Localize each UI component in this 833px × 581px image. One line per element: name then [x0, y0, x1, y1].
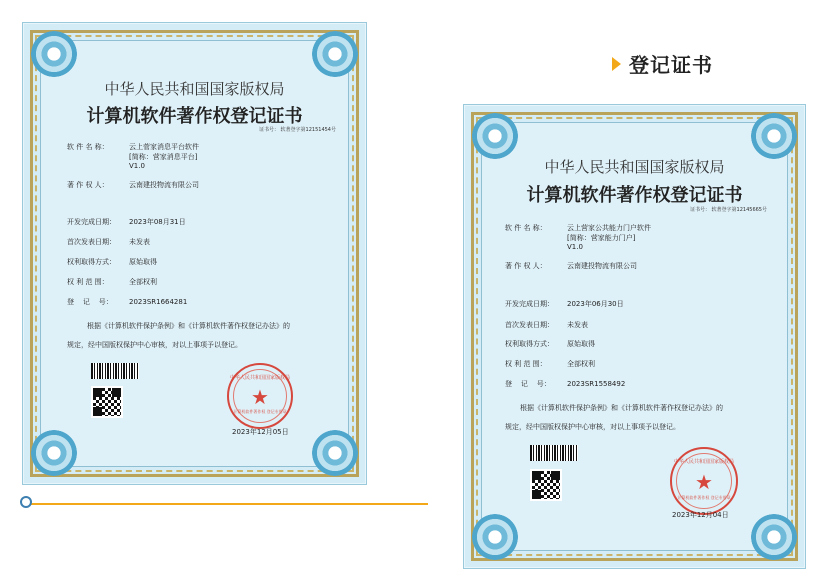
certificate-number: 证书号： 软著登字第12151454号: [258, 127, 336, 133]
field-row: [505, 339, 595, 349]
field-value: 原始取得: [129, 258, 157, 266]
field-value: 云南建投物流有限公司: [567, 262, 637, 270]
field-row: [567, 233, 635, 243]
seal-text: 中华人民共和国国家版权局: [229, 375, 290, 381]
certificate-title: 计算机软件著作权登记证书: [86, 106, 303, 127]
field-row: [67, 257, 157, 267]
field-row: [505, 299, 624, 309]
field-value: [简称：营家消息平台]: [129, 153, 198, 161]
field-value: V1.0: [567, 243, 583, 251]
field-value: V1.0: [129, 162, 145, 170]
field-row: [505, 359, 595, 369]
ornament-icon: [472, 514, 518, 560]
issue-date: 2023年12月05日: [232, 428, 289, 436]
certificate-statement: 规定，经中国版权保护中心审核，对以上事项予以登记。: [67, 341, 242, 349]
barcode-icon: [530, 445, 578, 461]
field-value: 2023年08月31日: [129, 218, 186, 226]
field-value: [简称：营家能力门户]: [567, 234, 636, 242]
barcode-icon: [91, 363, 139, 379]
field-label: 登 记 号：: [67, 298, 113, 306]
official-seal: [670, 447, 738, 515]
seal-subtext: 计算机软件著作权 登记专用章: [677, 495, 731, 500]
field-row: [505, 379, 625, 389]
certificate-2: [463, 104, 806, 569]
triangle-arrow-icon: [612, 57, 621, 71]
official-seal: [227, 363, 293, 429]
certificate-number: 证书号： 软著登字第12145665号: [689, 207, 767, 213]
timeline-dot-icon: [20, 496, 32, 508]
field-value: 2023年06月30日: [567, 300, 624, 308]
certificate-statement: 根据《计算机软件保护条例》和《计算机软件著作权登记办法》的: [87, 322, 290, 330]
certificate-title: 计算机软件著作权登记证书: [526, 185, 743, 206]
field-row: [67, 180, 199, 190]
ornament-icon: [31, 31, 77, 77]
field-row: [567, 243, 583, 251]
field-label: 登 记 号：: [505, 380, 551, 388]
field-value: 云南建投物流有限公司: [129, 181, 199, 189]
ornament-icon: [472, 113, 518, 159]
field-label: 著 作 权 人：: [67, 181, 109, 189]
field-value: 2023SR1558492: [567, 380, 626, 388]
ornament-icon: [312, 430, 358, 476]
field-value: 云上营家公共能力门户软件: [567, 224, 651, 232]
certificate-statement: 规定，经中国版权保护中心审核，对以上事项予以登记。: [505, 423, 680, 431]
field-row: [67, 237, 150, 247]
field-label: 开发完成日期：: [67, 218, 116, 226]
ornament-icon: [751, 113, 797, 159]
certificate-1: [22, 22, 367, 485]
issue-date: 2023年12月04日: [672, 511, 729, 519]
seal-text: 中华人民共和国国家版权局: [673, 459, 734, 465]
field-row: [505, 261, 637, 271]
field-row: [129, 162, 145, 170]
ornament-icon: [751, 514, 797, 560]
certificate-authority: 中华人民共和国国家版权局: [544, 158, 725, 176]
certificate-authority: 中华人民共和国国家版权局: [104, 80, 285, 98]
field-row: [129, 152, 197, 162]
timeline-line: [28, 503, 428, 505]
qr-code-icon: [530, 469, 562, 501]
field-label: 权 利 范 围：: [505, 360, 547, 368]
field-row: [505, 223, 651, 233]
ornament-icon: [31, 430, 77, 476]
field-value: 未发表: [567, 321, 588, 329]
field-label: 首次发表日期：: [505, 321, 554, 329]
field-row: [67, 277, 157, 287]
field-label: 权利取得方式：: [67, 258, 116, 266]
field-value: 全部权利: [129, 278, 157, 286]
field-value: 未发表: [129, 238, 150, 246]
field-value: 云上菅家消息平台软件: [129, 143, 199, 151]
field-label: 软 件 名 称：: [505, 224, 547, 232]
seal-subtext: 计算机软件著作权 登记专用章: [233, 409, 287, 414]
field-value: 原始取得: [567, 340, 595, 348]
field-value: 2023SR1664281: [129, 298, 188, 306]
field-row: [67, 217, 186, 227]
field-row: [67, 142, 199, 152]
field-label: 权 利 范 围：: [67, 278, 109, 286]
field-label: 软 件 名 称：: [67, 143, 109, 151]
star-icon: ★: [695, 470, 713, 494]
qr-code-icon: [91, 386, 123, 418]
section-heading: [612, 49, 713, 78]
star-icon: ★: [251, 385, 269, 409]
certificate-statement: 根据《计算机软件保护条例》和《计算机软件著作权登记办法》的: [520, 404, 723, 412]
field-label: 首次发表日期：: [67, 238, 116, 246]
field-label: 著 作 权 人：: [505, 262, 547, 270]
section-heading-label: 登记证书: [629, 53, 713, 77]
field-value: 全部权利: [567, 360, 595, 368]
field-label: 权利取得方式：: [505, 340, 554, 348]
field-row: [67, 297, 187, 307]
ornament-icon: [312, 31, 358, 77]
field-row: [505, 320, 588, 330]
field-label: 开发完成日期：: [505, 300, 554, 308]
